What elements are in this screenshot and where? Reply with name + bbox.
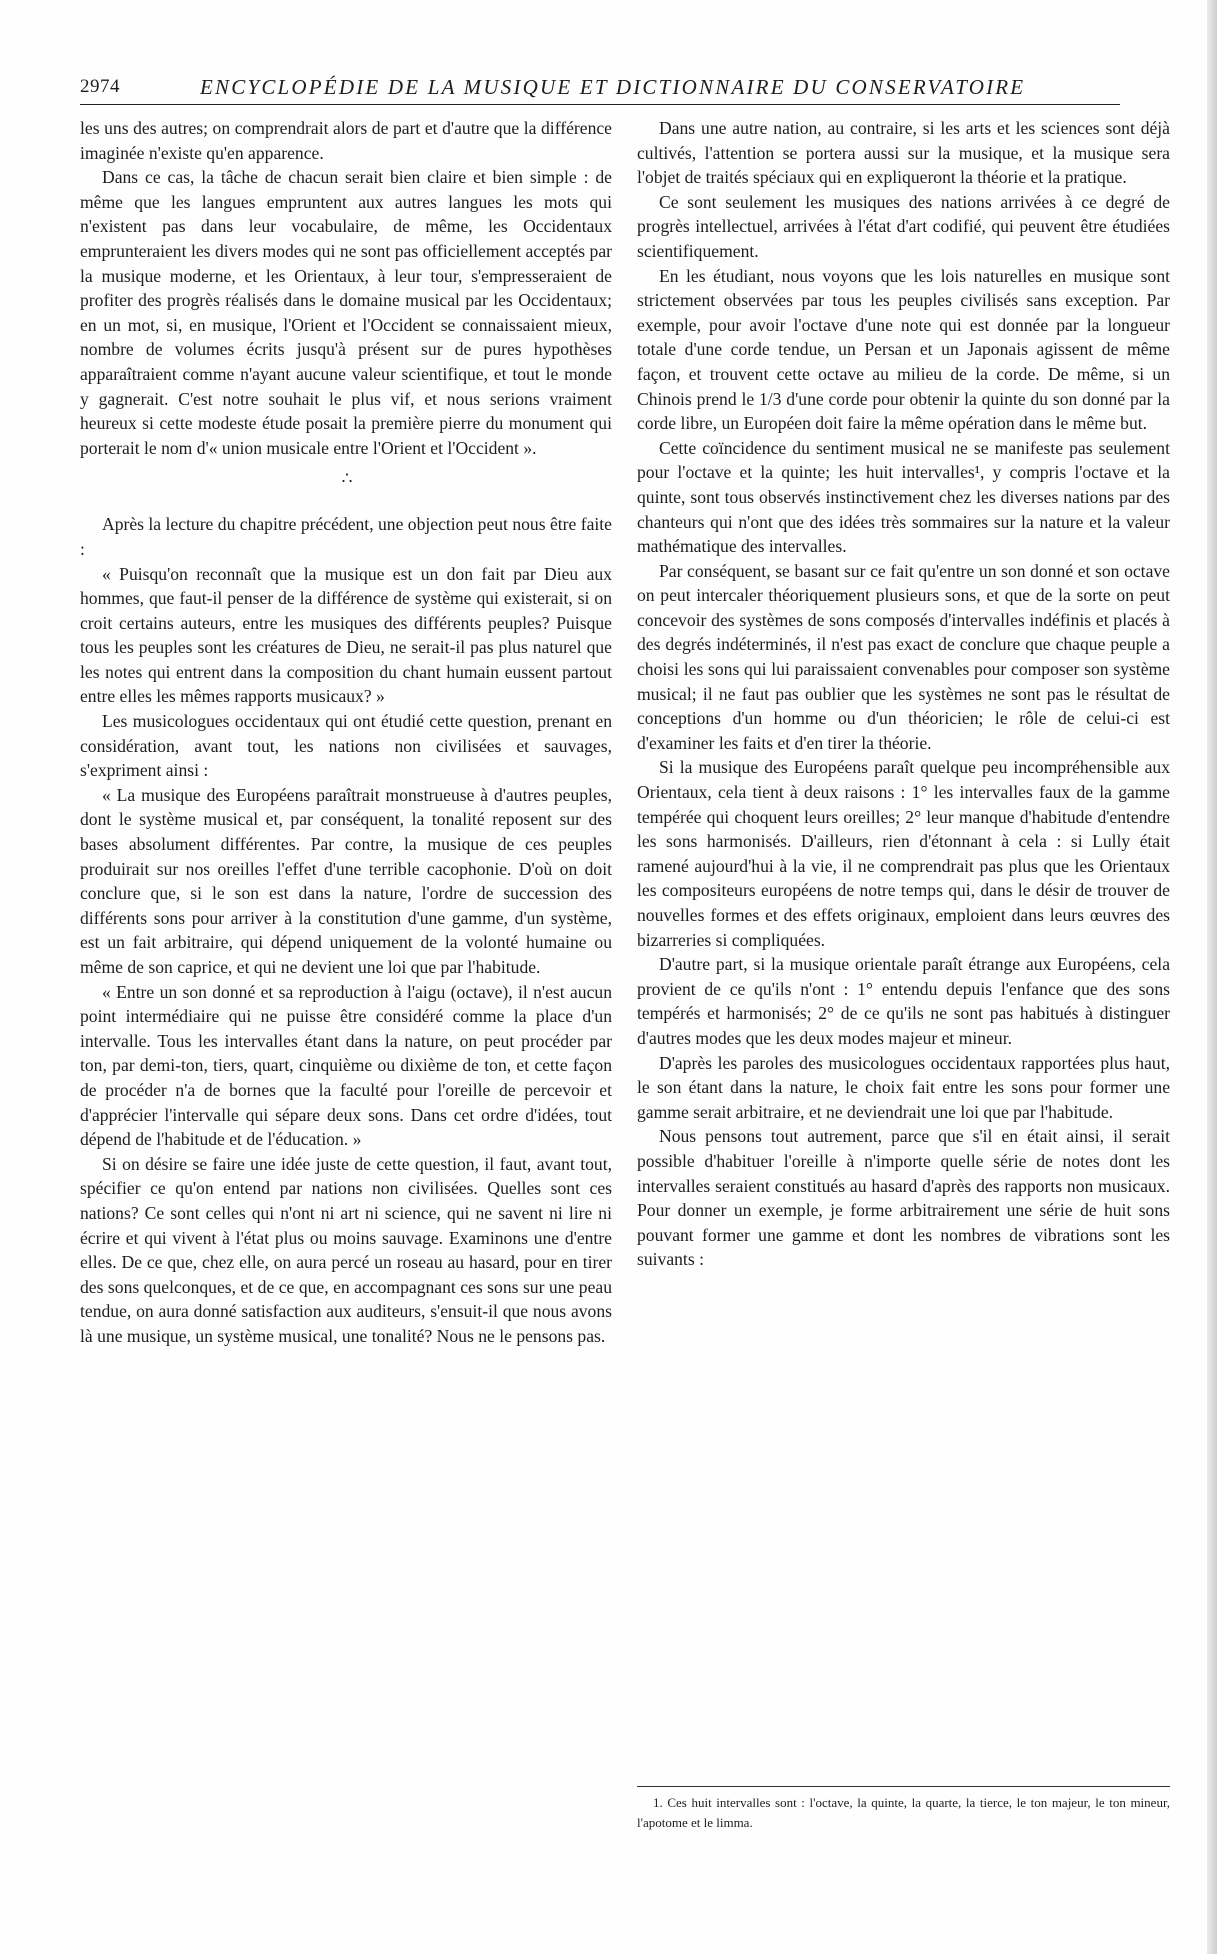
paragraph: Si la musique des Européens paraît quelque peu incompréhensible aux Orientaux, cela tient à deux raisons : 1° les intervalles faux de la gamme tempérée qui choquent leurs oreilles; 2° leur manque d'habitude d'entendre les sons harmonisés. D'ailleurs, rien d'étonnant à cela : si Lully était ramené aujourd'hui à la vie, il ne comprendrait pas plus que les Orientaux les compositeurs européens de notre temps qui, dans le désir de trouver de nouvelles formes et des effets originaux, emploient dans leurs œuvres des bizarreries si compliquées. — [637, 757, 1170, 950]
paragraph: « Puisqu'on reconnaît que la musique est un don fait par Dieu aux hommes, que faut-il penser de la différence de système qui existerait, si on croit certains auteurs, entre les musiques des différents peuples? Puisque tous les peuples sont les créatures de Dieu, ne serait-il pas plus naturel que les notes qui entrent dans la composition du chant humain eussent partout entre elles les mêmes rapports musicaux? » — [80, 563, 612, 707]
page-number: 2974 — [80, 76, 120, 97]
running-title: ENCYCLOPÉDIE DE LA MUSIQUE ET DICTIONNAIRE DU CONSERVATOIRE — [200, 75, 1026, 99]
paragraph: Cette coïncidence du sentiment musical ne se manifeste pas seulement pour l'octave et la quinte; les huit intervalles¹, y compris l'octave et la quinte, sont tous observés instinctivement chez les diverses nations par des chanteurs qui n'ont que des idées très sommaires sur la nature et la valeur mathématique des intervalles. — [637, 437, 1170, 557]
page-edge-shadow — [1207, 0, 1217, 1954]
paragraph: les uns des autres; on comprendrait alors de part et d'autre que la différence imaginée n'existe qu'en apparence. — [80, 118, 612, 163]
paragraph: Dans une autre nation, au contraire, si les arts et les sciences sont déjà cultivés, l'attention se portera aussi sur la musique, et la musique sera l'objet de traités spéciaux qui en expliqueront la théorie et la pratique. — [637, 118, 1170, 188]
paragraph: Dans ce cas, la tâche de chacun serait bien claire et bien simple : de même que les langues empruntent aux autres langues les mots qui n'existent pas dans leur vocabulaire, de même, les Occidentaux emprunteraient les divers modes qui ne sont pas officiellement acceptés par la musique moderne, et les Orientaux, à leur tour, s'empresseraient de profiter des progrès réalisés dans le domaine musical par les Occidentaux; en un mot, si, en musique, l'Orient et l'Occident se connaissaient mieux, nombre de volumes écrits jusqu'à présent sur de pures hypothèses apparaîtraient comme n'ayant aucune valeur scientifique, et tout le monde y gagnerait. C'est notre souhait le plus vif, et nous serions vraiment heureux si cette modeste étude posait la première pierre du monument qui porterait le nom d'« union musicale entre l'Orient et l'Occident ». — [80, 167, 612, 458]
right-column — [637, 116, 1170, 1272]
footnote: 1. Ces huit intervalles sont : l'octave, la quinte, la quarte, la tierce, le ton majeur, le ton mineur, l'apotome et le limma. — [637, 1795, 1170, 1830]
footnotes — [637, 1786, 1170, 1833]
section-separator: ∴ — [341, 469, 351, 489]
paragraph: D'autre part, si la musique orientale paraît étrange aux Européens, cela provient de ce qu'ils n'ont : 1° entendu depuis l'enfance que des sons tempérés et harmonisés; 2° de ce qu'ils ne sont pas habitués à distinguer d'autres modes que les deux modes majeur et mineur. — [637, 954, 1170, 1048]
paragraph: « Entre un son donné et sa reproduction à l'aigu (octave), il n'est aucun point intermédiaire qui ne puisse être considéré comme la place d'un intervalle. Tous les intervalles étant dans la nature, on peut procéder par ton, par demi-ton, tiers, quart, cinquième ou dixième de ton, et cette façon de procéder n'a de bornes que la faculté pour l'oreille de percevoir et d'apprécier l'intervalle qui sépare deux sons. Dans cet ordre d'idées, tout dépend de l'habitude et de l'éducation. » — [80, 981, 612, 1150]
paragraph: Si on désire se faire une idée juste de cette question, il faut, avant tout, spécifier ce qu'on entend par nations non civilisées. Quelles sont ces nations? Ce sont celles qui n'ont ni art ni science, qui ne savent ni lire ni écrire et qui vivent à l'état plus ou moins sauvage. Examinons une d'entre elles. De ce que, chez elle, on aura percé un roseau au hasard, pour en tirer des sons quelconques, et de ce que, en accompagnant ces sons sur une peau tendue, on aura donné satisfaction aux auditeurs, s'ensuit-il que nous avons là une musique, un système musical, une tonalité? Nous ne le pensons pas. — [80, 1153, 612, 1346]
running-header — [80, 72, 1120, 105]
paragraph: En les étudiant, nous voyons que les lois naturelles en musique sont strictement observées par tous les peuples civilisés sans exception. Par exemple, pour avoir l'octave d'une note qui est donnée par la longueur totale d'une corde tendue, un Persan et un Japonais agissent de même façon, et trouvent cette octave au milieu de la corde. De même, si un Chinois prend le 1/3 d'une corde pour obtenir la quinte du son donné par la corde libre, un Européen doit faire la même opération dans le même but. — [637, 265, 1170, 434]
paragraph: Nous pensons tout autrement, parce que s'il en était ainsi, il serait possible d'habituer l'oreille à n'importe quelle série de notes dont les intervalles seraient constitués au hasard d'après des rapports non musicaux. Pour donner un exemple, je forme arbitrairement une série de huit sons pouvant former une gamme et dont les nombres de vibrations sont les suivants : — [637, 1126, 1170, 1270]
paragraph: « La musique des Européens paraîtrait monstrueuse à d'autres peuples, dont le système musical et, par conséquent, la tonalité reposent sur des bases absolument différentes. Par contre, la musique de ces peuples produirait sur nos oreilles l'effet d'une terrible cacophonie. D'où on doit conclure que, si le son est dans la nature, l'ordre de succession des différents sons pour arriver à la constitution d'une gamme, d'un système, est un fait arbitraire, qui dépend uniquement de la volonté humaine ou même de son caprice, et qui ne devient une loi que par l'habitude. — [80, 784, 612, 977]
paragraph: Les musicologues occidentaux qui ont étudié cette question, prenant en considération, avant tout, les nations non civilisées et sauvages, s'expriment ainsi : — [80, 711, 612, 781]
paragraph: Ce sont seulement les musiques des nations arrivées à ce degré de progrès intellectuel, arrivées à l'état d'art codifié, qui peuvent être étudiées scientifiquement. — [637, 191, 1170, 261]
paragraph: Par conséquent, se basant sur ce fait qu'entre un son donné et son octave on peut intercaler théoriquement plusieurs sons, et que de la sorte on peut concevoir des systèmes de sons composés d'intervalles indéfinis et placés à des degrés indéterminés, il n'est pas exact de conclure que chaque peuple a choisi les sons qui lui paraissaient convenables pour composer son système musical; il ne faut pas oublier que les systèmes ne sont pas le résultat de conceptions d'un homme ou d'un théoricien; le rôle de celui-ci est d'examiner les faits et d'en tirer la théorie. — [637, 560, 1170, 753]
paragraph: D'après les paroles des musicologues occidentaux rapportées plus haut, le son étant dans la nature, le choix fait entre les sons pour former une gamme serait arbitraire, et ne deviendrait une loi que par l'habitude. — [637, 1052, 1170, 1122]
paragraph: Après la lecture du chapitre précédent, une objection peut nous être faite : — [80, 514, 612, 559]
left-column — [80, 116, 612, 1349]
